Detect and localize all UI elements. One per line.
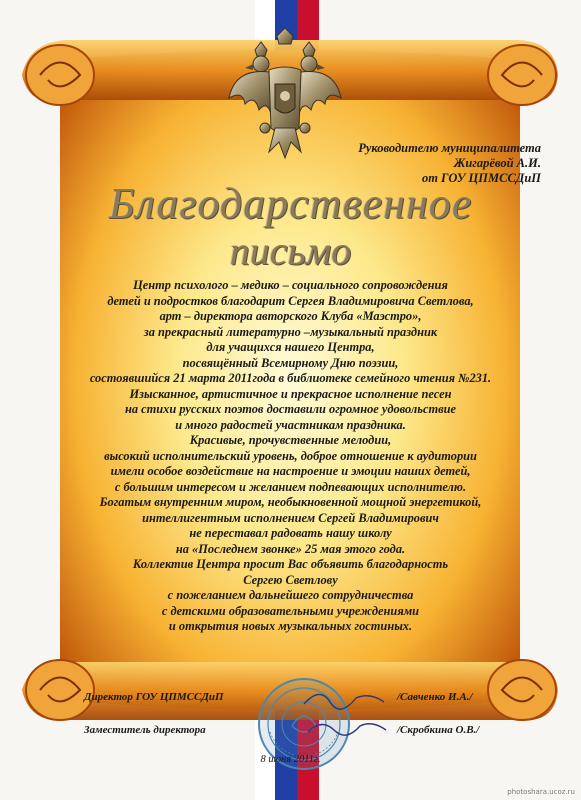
- body-line: и открытия новых музыкальных гостиных.: [168, 619, 413, 633]
- body-line: Изысканное, артистичное и прекрасное исполнение песен: [129, 386, 452, 401]
- body-line: интеллигентным исполнением Сергей Владимирович: [142, 510, 439, 525]
- letter-date: 8 июня 2011г.: [260, 754, 321, 765]
- body-line: и много радостей участникам праздника.: [175, 417, 406, 432]
- body-line: не переставал радовать нашу школу: [189, 526, 392, 540]
- director-name: /Савченко И.А./: [397, 691, 473, 703]
- director-title: Директор ГОУ ЦПМССДиП: [84, 691, 224, 703]
- body-line: для учащихся нашего Центра,: [206, 340, 375, 354]
- body-line: высокий исполнительский уровень, доброе отношение к аудитории: [104, 448, 477, 463]
- body-line: на «Последнем звонке» 25 мая этого года.: [175, 541, 406, 556]
- double-headed-eagle-icon: [225, 28, 345, 163]
- body-line: с пожеланием дальнейшего сотрудничества: [167, 588, 414, 602]
- body-line: с большим интересом и желанием подпевающих исполнителю.: [114, 479, 467, 494]
- deputy-name: /Скробкина О.В./: [397, 724, 480, 736]
- title-line-1: Благодарственное: [108, 179, 473, 228]
- body-line: состоявшийся 21 марта 2011года в библиотеке семейного чтения №231.: [89, 371, 492, 385]
- deputy-title: Заместитель директора: [84, 724, 206, 736]
- title-line-2: письмо: [229, 228, 352, 273]
- recipient-line-1: Руководителю муниципалитета: [358, 141, 541, 155]
- body-line: Центр психолого – медико – социального сопровождения: [133, 278, 448, 292]
- body-line: на стихи русских поэтов доставили огромное удовольствие: [124, 402, 457, 416]
- body-line: Сергею Светлову: [243, 572, 338, 587]
- recipient-line-2: Жигарёвой А.И.: [453, 156, 541, 170]
- body-line: Коллектив Центра просит Вас объявить благодарность: [132, 557, 449, 571]
- body-line: имели особое воздействие на настроение и эмоции наших детей,: [110, 464, 471, 478]
- letter-body: [0, 278, 581, 635]
- body-line: с детскими образовательными учреждениями: [161, 603, 420, 618]
- body-line: посвящённый Всемирному Дню поэзии,: [182, 355, 399, 370]
- body-line: арт – директора авторского Клуба «Маэстро»,: [159, 309, 422, 323]
- recipient-line-3: от ГОУ ЦПМССДиП: [421, 171, 541, 185]
- handwritten-signatures: [300, 684, 390, 744]
- body-line: Красивые, прочувственные мелодии,: [189, 433, 392, 447]
- body-line: за прекрасный литературно –музыкальный праздник: [143, 324, 438, 339]
- watermark-text: photoshara.ucoz.ru: [507, 788, 575, 796]
- body-line: детей и подростков благодарит Сергея Владимировича Светлова,: [107, 293, 474, 308]
- body-line: Богатым внутренним миром, необыкновенной мощной энергетикой,: [99, 495, 482, 509]
